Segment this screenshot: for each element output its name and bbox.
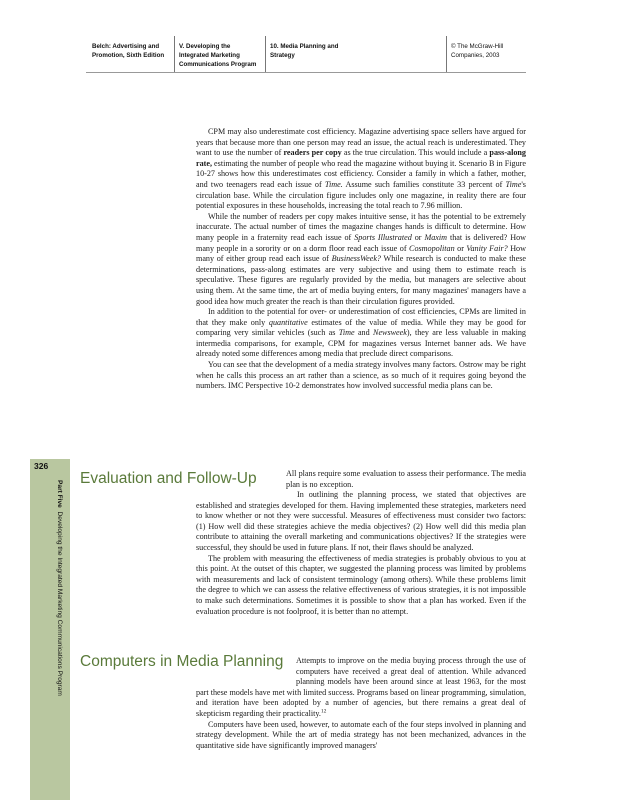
running-header-chapter (270, 42, 338, 60)
paragraph: CPM may also underestimate cost efficiency. Magazine advertising space sellers have argued for years that because more than one person may read an issue, the actual reach is underestimated. They want to use the number of readers per copy as the true circulation. This would include a pass-along rate, estimating the number of people who read the magazine without buying it. Scenario B in Figure 10-27 shows how this underestimates cost efficiency. Consider a family in which a father, mother, and two teenagers read each issue of Time. Assume such families constitute 33 percent of Time's circulation base. While the circulation figure includes only one magazine, in reality there are four potential exposures in these households, increasing the total reach to 7.96 million. (196, 127, 526, 211)
paragraph: Computers have been used, however, to automate each of the four steps involved in planning and strategy development. While the art of media strategy has not been mechanized, advances in the quantitative side have significantly improved managers' (196, 719, 526, 750)
paragraph: Attempts to improve on the media buying process through the use of computers have received a great deal of attention. While advanced planning models have been around since at least 1963, for the most part these models have met with limited success. Programs based on linear programming, simulation, and iteration have been adopted by a number of agencies, but there remains a great deal of skepticism regarding their practicality.$^{12}$ (196, 656, 526, 718)
header-copyright-line1: © The McGraw-Hill (451, 43, 504, 50)
header-part-line2: Integrated Marketing (179, 52, 240, 59)
sidebar-part-name: Developing the Integrated Marketing Communications Program (56, 511, 63, 696)
body-top-section (196, 127, 526, 392)
header-copyright-line2: Companies, 2003 (451, 52, 500, 59)
heading-wrap-space (196, 656, 296, 686)
running-header-copyright (451, 42, 503, 60)
footnote-reference: 12 (320, 708, 327, 715)
evaluation-lead (286, 469, 526, 490)
sidebar-part-title (56, 480, 63, 780)
paragraph: In outlining the planning process, we stated that objectives are established and strategies developed for them. Having implemented these strategies, marketers need to know whether or not they were successful. Measures of effectiveness must consider two factors: (1) How well did these strategies achieve the media objectives? (2) How well did this media plan contribute to attaining the overall marketing and communications objectives? If the strategies were successful, they should be used in future plans. If not, their flaws should be analyzed. (196, 490, 526, 552)
header-chapter-line1: 10. Media Planning and (270, 43, 339, 50)
paragraph: You can see that the development of a media strategy involves many factors. Ostrow may be right when he calls this process an art rather than a science, as so much of it requires going beyond the numbers. IMC Perspective 10-2 demonstrates how involved successful media plans can be. (196, 360, 526, 391)
header-rule (86, 72, 526, 73)
paragraph: All plans require some evaluation to assess their performance. The media plan is no exception. (286, 469, 526, 489)
running-header-part (179, 42, 256, 69)
header-divider (265, 36, 266, 72)
header-part-line1: V. Developing the (179, 43, 231, 50)
paragraph: While the number of readers per copy makes intuitive sense, it has the potential to be extremely inaccurate. The actual number of times the magazine changes hands is difficult to determine. How many people in a fraternity read each issue of Sports Illustrated or Maxim that is delivered? How many people in a sorority or on a dorm floor read each issue of Cosmopolitan or Vanity Fair? How many of either group read each issue of BusinessWeek? While research is conducted to make these determinations, pass-along estimates are very subjective and using them to estimate reach is speculative. These figures are regularly provided by the media, but managers are selective about using them. At the same time, the art of media buying enters, for many magazines' managers have a good idea how much greater the reach is than their circulation figures provided. (196, 211, 526, 306)
section-heading-evaluation: Evaluation and Follow-Up (80, 470, 257, 487)
header-divider (446, 36, 447, 72)
computers-body (196, 656, 526, 751)
sidebar-part-label: Part Five (56, 480, 63, 508)
page-number: 326 (34, 461, 49, 471)
paragraph: In addition to the potential for over- or underestimation of cost efficiencies, CPMs are limited in that they make only quantitative estimates of the value of media. While they may be good for comparing very similar vehicles (such as Time and Newsweek), they are less valuable in making intermedia comparisons, for example, CPM for magazines versus Internet banner ads. We have already noted some differences among media that preclude direct comparisons. (196, 307, 526, 359)
running-header-book (92, 42, 164, 60)
header-divider (174, 36, 175, 72)
header-book-line2: Promotion, Sixth Edition (92, 52, 165, 59)
paragraph: The problem with measuring the effectiveness of media strategies is probably obvious to you at this point. At the outset of this chapter, we suggested the planning process was limited by problems with measurements and lack of consistent terminology (among others). While these problems limit the degree to which we can assess the relative effectiveness of various strategies, it is not impossible to make such determinations. Sometimes it is possible to show that a plan has worked. Even if the evaluation procedure is not foolproof, it is better than no attempt. (196, 553, 526, 616)
header-part-line3: Communications Program (179, 61, 257, 68)
chapter-sidebar (30, 459, 70, 800)
header-book-line1: Belch: Advertising and (92, 43, 160, 50)
evaluation-body (196, 490, 526, 617)
section-heading-computers: Computers in Media Planning (80, 653, 284, 670)
header-chapter-line2: Strategy (270, 52, 295, 59)
